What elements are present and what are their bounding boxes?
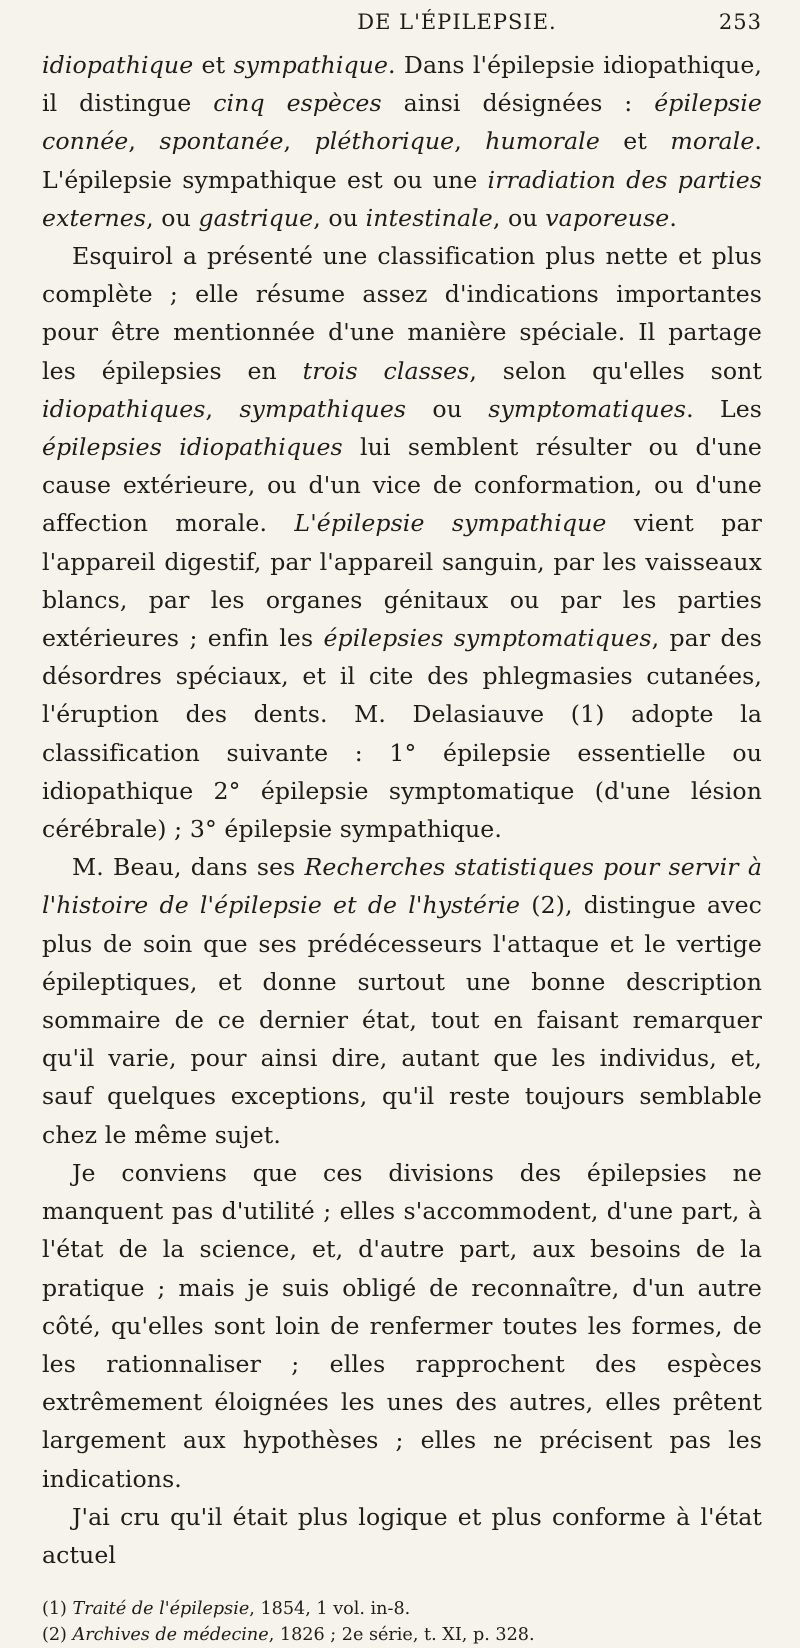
footnote-text: , 1826 ; 2e série, t. XI, p. 328. — [268, 1625, 535, 1646]
italic-term: vaporeuse — [545, 203, 670, 232]
italic-term: Recherches statistiques pour servir à l'histoire de l'épilepsie et de l'hystérie — [42, 853, 762, 920]
footnote-mark: (1) — [42, 1599, 73, 1620]
italic-term: morale — [670, 127, 755, 156]
footnote-title: Traité de l'épilepsie — [72, 1599, 250, 1620]
italic-term: intestinale — [365, 203, 493, 232]
text-run: , selon qu'elles sont — [469, 356, 762, 385]
italic-term: gastrique — [198, 203, 314, 232]
text-run: , — [128, 127, 160, 156]
italic-term: spontanée — [159, 127, 284, 156]
text-run: . — [669, 203, 677, 232]
text-run: , — [205, 394, 240, 423]
italic-term: L'épilepsie sympathique — [294, 509, 607, 538]
footnotes — [42, 1596, 762, 1648]
text-run: lui semblent résulter ou d'une cause extérieure, ou d'un vice de conformation, ou d'une affection morale. — [42, 433, 762, 538]
page-header — [42, 10, 762, 46]
text-run: . L'épilepsie sympathique est ou une — [42, 127, 762, 194]
paragraph-5: J'ai cru qu'il était plus logique et plus conforme à l'état actuel — [42, 1502, 762, 1569]
italic-term: idiopathique — [42, 51, 194, 79]
text-run: . Dans l'épilepsie idiopathique, il distingue — [42, 51, 762, 118]
page-number: 253 — [718, 10, 762, 34]
paragraph-3 — [42, 848, 762, 1154]
text-run: . Les — [686, 394, 762, 423]
text-run: , ou — [492, 203, 546, 232]
text-run: vient par l'appareil digestif, par l'appareil sanguin, par les vaisseaux blancs, par les organes génitaux ou par les parties extérieures ; enfin les — [42, 509, 762, 653]
footnote-1 — [42, 1596, 762, 1622]
italic-term: sympathique — [233, 51, 389, 79]
paragraph-2 — [42, 237, 762, 848]
italic-term: épilepsies symptomatiques — [323, 624, 652, 653]
text-run: ou — [406, 394, 489, 423]
paragraph-1 — [42, 46, 762, 237]
italic-term: trois classes — [302, 356, 470, 385]
italic-term: idiopathiques — [42, 394, 206, 423]
page-body — [42, 46, 762, 1574]
text-run: , — [454, 127, 486, 156]
text-run: et — [193, 51, 234, 79]
text-run: , ou — [313, 203, 366, 232]
text-run: M. Beau, dans ses — [72, 853, 305, 882]
paragraph-4: Je conviens que ces divisions des épilepsies ne manquent pas d'utilité ; elles s'accommodent, d'une part, à l'état de la science, et, d'autre part, aux besoins de la pratique ; mais je suis obligé de reconnaître, d'un autre côté, qu'elles sont loin de renfermer toutes les formes, de les rationnaliser ; elles rapprochent des espèces extrêmement éloignées les unes des autres, elles prêtent largement aux hypothèses ; elles ne précisent pas les indications. — [42, 1158, 762, 1493]
footnote-text: , 1854, 1 vol. in-8. — [249, 1599, 411, 1620]
text-run: Esquirol a présenté une classification plus nette et plus complète ; elle résume assez d'indications importantes pour être mentionnée d'une manière spéciale. Il partage les épilepsies en — [42, 242, 762, 385]
text-run: et — [599, 127, 671, 156]
text-run: , par des désordres spéciaux, et il cite des phlegmasies cutanées, l'éruption des dents. M. Delasiauve (1) adopte la classification suivante : 1° épilepsie essentielle ou idiopathique 2° épilepsie symptomatique (d'une lésion cérébrale) ; 3° épilepsie sympathique. — [42, 624, 762, 844]
italic-term: irradiation des parties externes — [42, 165, 762, 232]
footnote-title: Archives de médecine — [72, 1625, 269, 1646]
footnote-mark: (2) — [42, 1625, 73, 1646]
italic-term: humorale — [485, 127, 600, 156]
footnote-2 — [42, 1622, 762, 1648]
italic-term: pléthorique — [314, 127, 455, 156]
text-run: , — [283, 127, 315, 156]
italic-term: sympathiques — [239, 394, 407, 423]
text-run: ainsi désignées : — [381, 89, 655, 118]
italic-term: cinq espèces — [213, 89, 382, 118]
text-run: , ou — [146, 203, 199, 232]
italic-term: épilepsie connée — [42, 89, 762, 156]
italic-term: épilepsies idiopathiques — [42, 433, 343, 462]
running-title: DE L'ÉPILEPSIE. — [357, 10, 557, 34]
text-run: (2), distingue avec plus de soin que ses prédécesseurs l'attaque et le vertige épileptiques, et donne surtout une bonne description sommaire de ce dernier état, tout en faisant remarquer qu'il varie, pour ainsi dire, autant que les individus, et, sauf quelques exceptions, qu'il reste toujours semblable chez le même sujet. — [42, 891, 762, 1149]
italic-term: symptomatiques — [488, 394, 687, 423]
